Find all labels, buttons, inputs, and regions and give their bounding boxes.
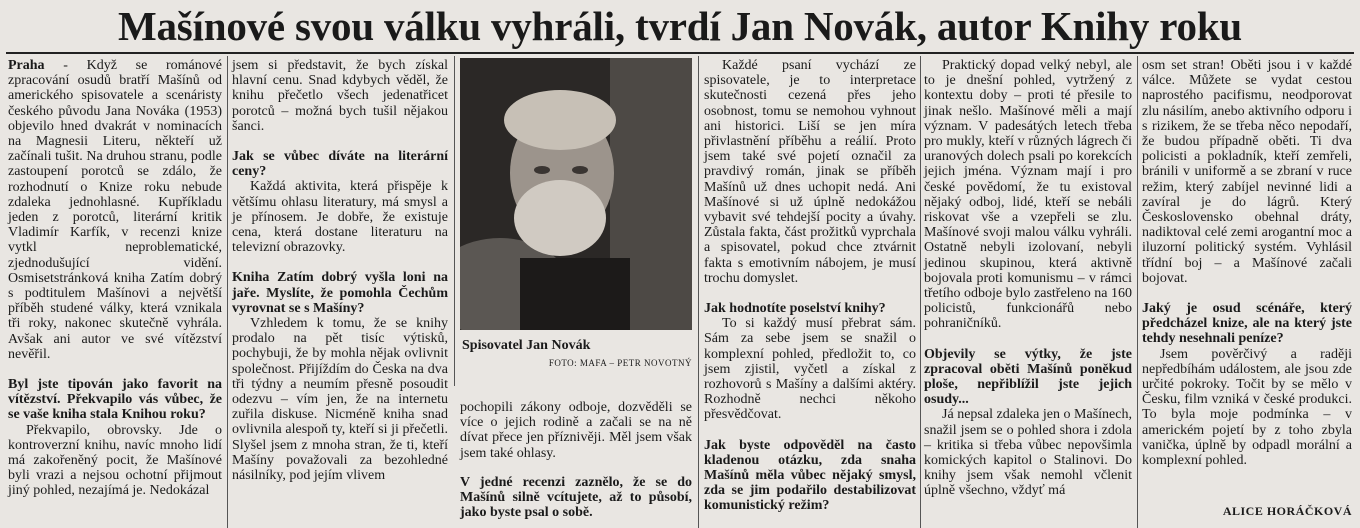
interview-answer: To si každý musí přebrat sám. Sám za sebe jsem se snažil o komplexní pohled, předložit to, co jsem zjistil, vyčetl a získal z rozhovorů s Mašíny a dalšími aktéry. Rozhodně nechci někoho přesvědčovat. [704,316,916,423]
interview-answer: Jsem pověrčivý a raději nepředbíhám událostem, ale jsou zde určité pokroky. Točit by se mělo v Česku, film vzniká v české produkci. To byla moje podmínka – v americkém pojetí by z toho zbyla vanička, úplně by odpadl morální a komplexní pohled. [1142,346,1352,469]
column-divider [1137,56,1138,528]
article-column-5 [1142,58,1352,468]
column-divider [698,56,699,528]
interview-answer: Překvapilo, obrovsky. Jde o kontroverzní knihu, navíc mnoho lidí má zakořeněný pocit, že Mašínové byli vrazi a nejsou ochotní přijmout jiný pohled, nezajímá je. Nedokázal [8,422,222,499]
paragraph: jsem si představit, že bych získal hlavní cenu. Snad kdybych věděl, že knihu přečetlo všech jedenatřicet porotců – možná bych tušil nějakou šanci. [232,58,448,134]
headline: Mašínové svou válku vyhráli, tvrdí Jan Novák, autor Knihy roku [117,3,1243,49]
lead-paragraph: - Když se románové zpracování osudů bratří Mašínů od amerického spisovatele a scenáristy českého původu Jana Nováka (1953) objevilo hned dvakrát v nominacích na Magnesii Literu, někteří už začínali tušit. Na druhou stranu, podle zastoupení porotců se zdálo, že rozhodnutí o Knize roku nebude zdaleka jednohlasné. Kupříkladu jeden z porotců, literární kritik Vladimír Karfík, v recenzi knize vytkl neproblematické, zjednodušující vidění. Osmisetstránková kniha Zatím dobrý s podtitulem Mašínovi a největší příběh studené války, která vznikala tři roky, nakonec skutečně vyhrála. Avšak ani autor ve své vítězství nevěřil. [8,58,222,362]
interview-answer: Praktický dopad velký nebyl, ale to je dnešní pohled, vytržený z kontextu doby – proti té přesile to jinak nešlo. Mašínové měli a mají význam. V padesátých letech třeba pro mukly, kteří v různých lágrech či uranových dolech psali po korekcích jejich jména. Význam mají i pro české povědomí, že tu existoval nějaký odboj, lidé, kteří se nebáli riskovat vše a vzepřeli se zlu. Mašínové svoji malou válku vyhráli. Ostatně nebyli izolovaní, nebyli jedinou skupinou, která aktivně bojovala proti komunismu – v rámci třetího odboje bylo zastřeleno na 160 policistů, funkcionářů nebo pohraničníků. [924,58,1132,332]
interview-question: Kniha Zatím dobrý vyšla loni na jaře. Myslíte, že pomohla Čechům vyrovnat se s Mašíny? [232,270,448,316]
author-byline: ALICE HORÁČKOVÁ [1222,504,1352,518]
interview-question: Jak se vůbec díváte na literární ceny? [232,149,448,180]
interview-answer: Vzhledem k tomu, že se knihy prodalo na pět tisíc výtisků, pochybuji, že by mohla nějak ovlivnit společnost. Přijíždím do Česka na dva tři týdny a neumím přesně posoudit odezvu – vím jen, že na internetu zuřila diskuse. Nicméně kniha snad ovlivnila alespoň ty, kteří si ji přečetli. Slyšel jsem z mnoha stran, že ti, kteří Mašíny považovali za bezohledné násilníky, pod jejím vlivem [232,316,448,484]
interview-question: Jak hodnotíte poselství knihy? [704,301,886,317]
interview-answer: Každé psaní vychází ze spisovatele, je to interpretace skutečnosti cezená přes jeho osobnost, tomu se nemohou vyhnout ani historici. Liší se jen míra přivlastnění příběhu a reálií. Proto jsem také své pojetí označil za pravdivý román, jinak se příběh Mašínů už dnes uchopit nedá. Ani Mašínové si už úplně nedokážou vybavit své tehdejší pocity a úvahy. Zůstala fakta, část prožitků vyprchala a spisovatel, pokud chce ztvárnit fakta s emotivním nábojem, je musí trochu domyslet. [704,58,916,286]
interview-question: Objevily se výtky, že jste zpracoval oběti Mašínů poněkud ploše, nepřiblížil jste jejich osudy... [924,346,1132,408]
article-column-4 [924,58,1132,499]
paragraph: osm set stran! Oběti jsou i v každé válce. Můžete se vydat cestou naprostého pacifismu, neodporovat zlu násilím, anebo aktivního odporu i s rizikem, že se třeba něco nepodaří, že budou případně oběti. Ti dva policisti a pokladník, kteří zemřeli, bránili v uniformě a se zbraní v ruce režim, který zabíjel nevinné lidi a zavíral je do lágrů. Který Československo obehnal dráty, nadiktoval celé zemi arogantní moc a iluzorní politický systém. Vyhlásil třídní boj – a Mašínové začali bojovat. [1142,58,1352,286]
interview-question: Jak byste odpověděl na často kladenou otázku, zda snaha Mašínů měla vůbec nějaký smysl, zda se jim podařilo destabilizovat komunistický režim? [704,437,916,514]
interview-answer: Každá aktivita, která přispěje k většímu ohlasu literatury, má smysl a je přínosem. Je dobře, že existuje cena, která dostane literaturu na televizní obrazovky. [232,179,448,256]
author-photo [460,58,692,330]
interview-answer: Já nepsal zdaleka jen o Mašínech, snažil jsem se o pohled shora i zdola – kritika si třeba vůbec nepovšimla komických kapitol o Stalinovi. Do knihy jsem však nemohl včlenit úplně všechno, vždyť má [924,407,1132,499]
article-column-2 [232,58,448,483]
column-divider [227,56,228,528]
photo-credit: FOTO: MAFA – PETR NOVOTNÝ [548,358,692,368]
interview-question: Jaký je osud scénáře, který předcházel knize, ale na který jste tehdy nesehnali peníze? [1142,301,1352,347]
photo-caption: Spisovatel Jan Novák [462,338,591,353]
column-divider [454,56,455,386]
headline-rule [6,52,1354,54]
dateline: Praha [8,58,45,73]
interview-question: V jedné recenzi zaznělo, že se do Mašínů silně vcítujete, až to působí, jako byste psal o sobě. [460,474,692,521]
article-column-2-continued [460,386,692,520]
interview-question: Byl jste tipován jako favorit na vítězství. Překvapilo vás vůbec, že se vaše kniha stala Knihou roku? [8,377,222,423]
article-column-3 [704,58,916,514]
paragraph: pochopili zákony odboje, dozvěděli se více o jejich rodině a začali se na ně dívat přece jen příznivěji. Měl jsem však jsem také ohlasy. [460,400,692,461]
article-column-1 [8,58,222,499]
column-divider [920,56,921,528]
